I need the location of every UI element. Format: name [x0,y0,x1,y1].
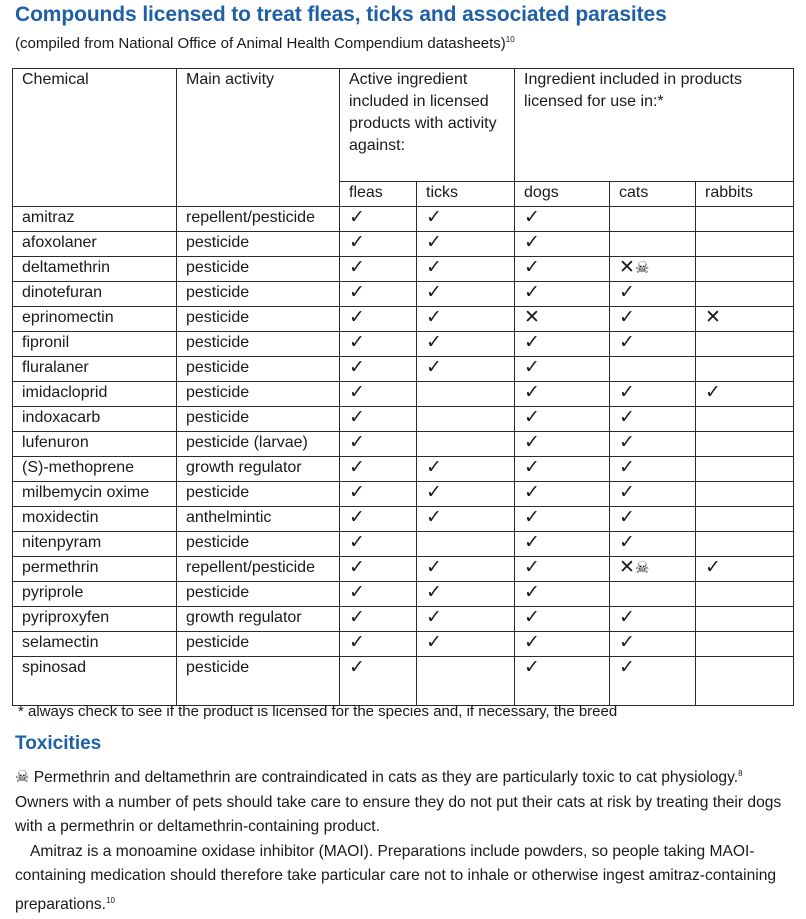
table-header-row [13,69,794,182]
cell-main-activity: pesticide [177,407,340,432]
cell-ticks [417,332,515,357]
cross-icon: ✕ [524,307,540,328]
table-row [13,407,794,432]
cell-main-activity: pesticide [177,282,340,307]
table-row [13,432,794,457]
cell-chemical: lufenuron [13,432,177,457]
cell-main-activity: repellent/pesticide [177,557,340,582]
header-use-group: Ingredient included in products licensed for use in:* [515,69,794,182]
check-icon: ✓ [619,532,635,553]
cell-main-activity: pesticide [177,332,340,357]
cell-fleas [340,507,417,532]
cell-fleas [340,582,417,607]
cell-dogs [515,207,610,232]
cell-chemical: moxidectin [13,507,177,532]
check-icon: ✓ [426,207,442,228]
check-icon: ✓ [619,657,635,678]
cell-rabbits [696,507,794,532]
check-icon: ✓ [524,632,540,653]
cell-fleas [340,207,417,232]
cell-fleas [340,482,417,507]
cell-ticks [417,657,515,706]
cross-icon: ✕ [619,557,635,578]
cell-cats [610,307,696,332]
cell-dogs [515,282,610,307]
check-icon: ✓ [619,382,635,403]
cell-dogs [515,657,610,706]
cell-dogs [515,232,610,257]
check-icon: ✓ [619,407,635,428]
cell-fleas [340,557,417,582]
cell-main-activity: pesticide [177,382,340,407]
cell-main-activity: pesticide [177,307,340,332]
cell-chemical: pyriproxyfen [13,607,177,632]
check-icon: ✓ [619,482,635,503]
check-icon: ✓ [349,257,365,278]
cell-ticks [417,557,515,582]
cell-main-activity: pesticide (larvae) [177,432,340,457]
check-icon: ✓ [524,357,540,378]
cell-fleas [340,607,417,632]
cell-rabbits [696,307,794,332]
cell-dogs [515,507,610,532]
toxicities-text [15,762,805,917]
table-row [13,457,794,482]
cell-fleas [340,532,417,557]
cell-dogs [515,307,610,332]
cell-chemical: selamectin [13,632,177,657]
cell-ticks [417,307,515,332]
table-row [13,282,794,307]
check-icon: ✓ [524,532,540,553]
check-icon: ✓ [524,482,540,503]
cell-dogs [515,432,610,457]
table-row [13,257,794,282]
cell-rabbits [696,332,794,357]
cell-main-activity: anthelmintic [177,507,340,532]
cell-cats [610,507,696,532]
check-icon: ✓ [619,282,635,303]
cell-rabbits [696,432,794,457]
cell-fleas [340,257,417,282]
cell-ticks [417,282,515,307]
check-icon: ✓ [349,482,365,503]
check-icon: ✓ [524,582,540,603]
table-row [13,607,794,632]
check-icon: ✓ [619,607,635,628]
table-row [13,507,794,532]
cell-fleas [340,657,417,706]
cell-dogs [515,407,610,432]
table-row [13,632,794,657]
cell-main-activity: repellent/pesticide [177,207,340,232]
cell-cats [610,207,696,232]
cell-rabbits [696,457,794,482]
cell-cats [610,582,696,607]
cell-main-activity: growth regulator [177,457,340,482]
toxicities-paragraph-1 [15,762,805,791]
cell-rabbits [696,407,794,432]
check-icon: ✓ [524,332,540,353]
cell-ticks [417,507,515,532]
table-row [13,207,794,232]
cell-chemical: indoxacarb [13,407,177,432]
cell-chemical: spinosad [13,657,177,706]
check-icon: ✓ [705,557,721,578]
table-row [13,532,794,557]
page-subtitle [15,35,515,52]
header-cats: cats [610,182,696,207]
cell-fleas [340,357,417,382]
check-icon: ✓ [426,632,442,653]
table-row [13,657,794,706]
skull-crossbones-icon: ☠ [634,260,650,277]
table-row [13,357,794,382]
cell-main-activity: pesticide [177,257,340,282]
table-row [13,557,794,582]
check-icon: ✓ [349,532,365,553]
check-icon: ✓ [349,382,365,403]
cell-dogs [515,557,610,582]
toxicities-paragraph-3 [15,840,805,918]
cell-chemical: imidacloprid [13,382,177,407]
cell-rabbits [696,632,794,657]
cell-chemical: (S)-methoprene [13,457,177,482]
cell-main-activity: pesticide [177,632,340,657]
check-icon: ✓ [349,557,365,578]
cell-cats [610,332,696,357]
header-main-activity: Main activity [177,69,340,207]
skull-crossbones-icon: ☠ [634,560,650,577]
cell-cats [610,282,696,307]
header-ticks: ticks [417,182,515,207]
check-icon: ✓ [349,657,365,678]
check-icon: ✓ [619,632,635,653]
table-row [13,232,794,257]
check-icon: ✓ [524,457,540,478]
subtitle-reference: 10 [505,35,515,44]
table-body [13,207,794,706]
cell-fleas [340,382,417,407]
check-icon: ✓ [349,432,365,453]
check-icon: ✓ [426,607,442,628]
cell-rabbits [696,232,794,257]
cell-ticks [417,382,515,407]
cell-rabbits [696,257,794,282]
cell-chemical: deltamethrin [13,257,177,282]
cell-dogs [515,257,610,282]
cell-rabbits [696,557,794,582]
cell-cats [610,457,696,482]
page-title: Compounds licensed to treat fleas, ticks and associated parasites [15,3,667,26]
check-icon: ✓ [619,432,635,453]
check-icon: ✓ [524,207,540,228]
cell-cats [610,407,696,432]
cell-chemical: amitraz [13,207,177,232]
check-icon: ✓ [619,332,635,353]
check-icon: ✓ [349,407,365,428]
cell-cats [610,482,696,507]
table-row [13,582,794,607]
cell-ticks [417,632,515,657]
header-dogs: dogs [515,182,610,207]
check-icon: ✓ [619,307,635,328]
check-icon: ✓ [524,607,540,628]
check-icon: ✓ [619,507,635,528]
check-icon: ✓ [705,382,721,403]
toxicities-paragraph-3-text: Amitraz is a monoamine oxidase inhibitor (MAOI). Preparations include powders, so people taking MAOI-containing medication should therefore take particular care not to inhale or otherwise ingest amitraz-containing preparations. [15,842,777,913]
toxicities-paragraph-2: Owners with a number of pets should take care to ensure they do not put their cats at risk by treating their dogs with a permethrin or deltamethrin-containing product. [15,793,782,836]
cell-cats [610,382,696,407]
toxicities-heading: Toxicities [15,733,102,754]
check-icon: ✓ [349,457,365,478]
cell-fleas [340,232,417,257]
cell-rabbits [696,657,794,706]
cell-chemical: pyriprole [13,582,177,607]
check-icon: ✓ [524,257,540,278]
cell-main-activity: growth regulator [177,607,340,632]
cross-icon: ✕ [705,307,721,328]
header-rabbits: rabbits [696,182,794,207]
cell-chemical: fipronil [13,332,177,357]
cell-dogs [515,382,610,407]
cell-chemical: eprinomectin [13,307,177,332]
cell-rabbits [696,582,794,607]
cell-cats [610,257,696,282]
cell-fleas [340,457,417,482]
header-chemical: Chemical [13,69,177,207]
toxicities-paragraph-1-reference: 8 [738,769,743,778]
cell-cats [610,632,696,657]
check-icon: ✓ [349,232,365,253]
cell-main-activity: pesticide [177,232,340,257]
check-icon: ✓ [426,482,442,503]
cell-main-activity: pesticide [177,532,340,557]
cell-rabbits [696,607,794,632]
cell-dogs [515,482,610,507]
check-icon: ✓ [426,457,442,478]
table-row [13,382,794,407]
footnote: * always check to see if the product is licensed for the species and, if necessary, the breed [18,703,618,720]
check-icon: ✓ [524,382,540,403]
cell-fleas [340,432,417,457]
cell-fleas [340,332,417,357]
check-icon: ✓ [426,357,442,378]
cell-chemical: nitenpyram [13,532,177,557]
cell-cats [610,657,696,706]
header-fleas: fleas [340,182,417,207]
cell-ticks [417,582,515,607]
toxicities-paragraph-3-reference: 10 [106,895,115,905]
cell-ticks [417,482,515,507]
check-icon: ✓ [349,282,365,303]
cell-dogs [515,457,610,482]
check-icon: ✓ [426,232,442,253]
cell-ticks [417,357,515,382]
cell-fleas [340,307,417,332]
table-row [13,307,794,332]
toxicities-paragraph-1-text: Permethrin and deltamethrin are contraindicated in cats as they are particularly toxic to cat physiology. [33,769,739,787]
cell-dogs [515,582,610,607]
cell-fleas [340,632,417,657]
check-icon: ✓ [524,282,540,303]
check-icon: ✓ [524,407,540,428]
check-icon: ✓ [426,557,442,578]
check-icon: ✓ [349,632,365,653]
compounds-table [12,68,794,706]
check-icon: ✓ [524,557,540,578]
cell-dogs [515,632,610,657]
table-row [13,482,794,507]
cell-cats [610,532,696,557]
check-icon: ✓ [349,357,365,378]
cell-main-activity: pesticide [177,482,340,507]
cell-ticks [417,457,515,482]
cell-rabbits [696,532,794,557]
check-icon: ✓ [349,507,365,528]
cell-rabbits [696,207,794,232]
cell-chemical: dinotefuran [13,282,177,307]
cell-cats [610,232,696,257]
header-activity-group: Active ingredient included in licensed products with activity against: [340,69,515,182]
check-icon: ✓ [426,332,442,353]
cell-rabbits [696,482,794,507]
cell-cats [610,607,696,632]
cell-chemical: permethrin [13,557,177,582]
check-icon: ✓ [426,307,442,328]
cell-rabbits [696,382,794,407]
check-icon: ✓ [524,432,540,453]
cell-rabbits [696,282,794,307]
check-icon: ✓ [524,507,540,528]
cell-rabbits [696,357,794,382]
check-icon: ✓ [524,657,540,678]
cell-ticks [417,607,515,632]
cell-fleas [340,282,417,307]
cell-dogs [515,532,610,557]
check-icon: ✓ [426,582,442,603]
table-row [13,332,794,357]
check-icon: ✓ [426,282,442,303]
subtitle-text: (compiled from National Office of Animal Health Compendium datasheets) [15,35,506,52]
check-icon: ✓ [524,232,540,253]
cell-main-activity: pesticide [177,357,340,382]
cell-chemical: fluralaner [13,357,177,382]
skull-crossbones-icon: ☠ [15,769,30,787]
cell-chemical: milbemycin oxime [13,482,177,507]
cell-ticks [417,257,515,282]
cell-cats [610,432,696,457]
cell-ticks [417,232,515,257]
cell-dogs [515,332,610,357]
cell-ticks [417,432,515,457]
cell-main-activity: pesticide [177,582,340,607]
check-icon: ✓ [426,507,442,528]
cell-ticks [417,207,515,232]
cell-dogs [515,607,610,632]
cell-ticks [417,532,515,557]
check-icon: ✓ [426,257,442,278]
cell-cats [610,357,696,382]
cross-icon: ✕ [619,257,635,278]
check-icon: ✓ [349,332,365,353]
cell-main-activity: pesticide [177,657,340,706]
check-icon: ✓ [619,457,635,478]
check-icon: ✓ [349,582,365,603]
check-icon: ✓ [349,607,365,628]
cell-fleas [340,407,417,432]
check-icon: ✓ [349,207,365,228]
cell-cats [610,557,696,582]
cell-ticks [417,407,515,432]
check-icon: ✓ [349,307,365,328]
cell-dogs [515,357,610,382]
cell-chemical: afoxolaner [13,232,177,257]
